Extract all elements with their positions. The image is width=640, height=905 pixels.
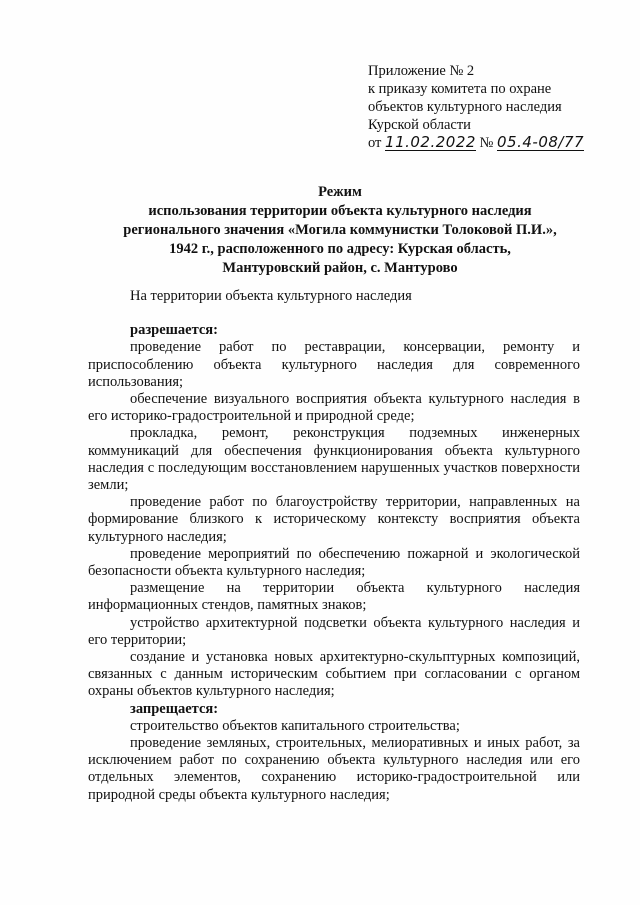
- allowed-item: проведение мероприятий по обеспечению пожарной и экологической безопасности объекта культурного наследия;: [88, 545, 580, 580]
- allowed-item: проведение работ по реставрации, консервации, ремонту и приспособлению объекта культурного наследия для современного использования;: [88, 339, 580, 390]
- document-body: [88, 288, 580, 804]
- title-line-4: 1942 г., расположенного по адресу: Курская область,: [169, 241, 511, 257]
- number-label: №: [479, 135, 494, 151]
- appendix-header: [368, 62, 584, 152]
- handwritten-date: 11.02.2022: [385, 133, 476, 151]
- appendix-number: Приложение № 2: [368, 63, 475, 79]
- allowed-item: прокладка, ремонт, реконструкция подземных инженерных коммуникаций для обеспечения функционирования объекта культурного наследия с последующим восстановлением нарушенных участков поверхности земли;: [88, 425, 580, 494]
- title-line-5: Мантуровский район, с. Мантурово: [222, 260, 458, 276]
- document-title: [80, 183, 600, 278]
- title-line-1: Режим: [318, 184, 362, 200]
- allowed-item: создание и установка новых архитектурно-скульптурных композиций, связанных с данным историческим событием при согласовании с органом охраны объектов культурного наследия;: [88, 649, 580, 700]
- intro-paragraph: На территории объекта культурного наследия: [130, 288, 412, 304]
- allowed-heading: разрешается:: [130, 322, 218, 339]
- allowed-item: проведение работ по благоустройству территории, направленных на формирование близкого к историческому контексту восприятия объекта культурного наследия;: [88, 494, 580, 545]
- allowed-item: размещение на территории объекта культурного наследия информационных стендов, памятных знаков;: [88, 580, 580, 614]
- title-line-3: регионального значения «Могила коммунистки Толоковой П.И.»,: [123, 222, 557, 238]
- forbidden-item: проведение земляных, строительных, мелиоративных и иных работ, за исключением работ по сохранению объекта культурного наследия или его отдельных элементов, сохранению историко-градостроительной или природной среды объекта культурного наследия;: [88, 735, 580, 803]
- appendix-date-number-line: [368, 134, 584, 152]
- from-label: от: [368, 135, 382, 151]
- appendix-order-line: к приказу комитета по охране: [368, 81, 552, 97]
- appendix-region-line: Курской области: [368, 117, 471, 133]
- appendix-committee-line: объектов культурного наследия: [368, 99, 562, 115]
- forbidden-heading: запрещается:: [130, 700, 219, 717]
- handwritten-order-number: 05.4-08/77: [497, 133, 585, 151]
- title-line-2: использования территории объекта культурного наследия: [148, 203, 532, 219]
- allowed-item: устройство архитектурной подсветки объекта культурного наследия и его территории;: [88, 614, 580, 648]
- allowed-item: обеспечение визуального восприятия объекта культурного наследия в его историко-градостроительной и природной среде;: [88, 391, 580, 425]
- forbidden-item: строительство объектов капитального строительства;: [130, 717, 460, 734]
